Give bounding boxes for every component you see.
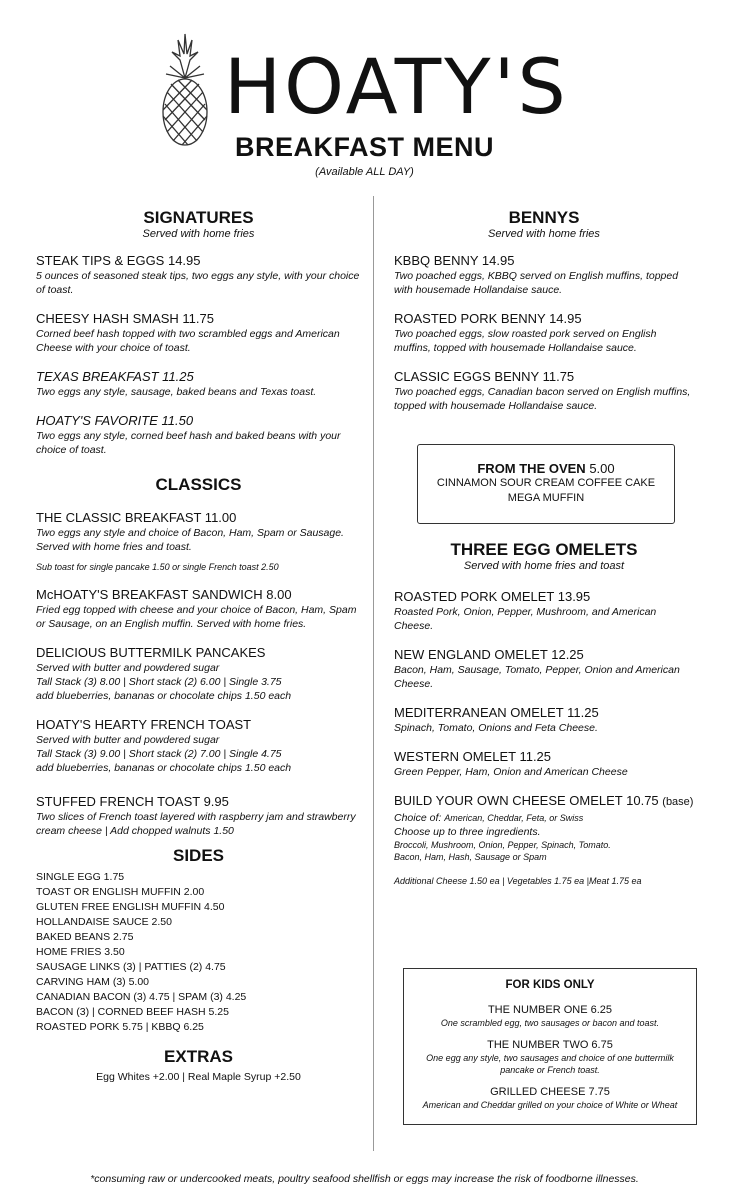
- side-item: BACON (3) | CORNED BEEF HASH 5.25: [36, 1006, 229, 1018]
- sub-toast-note: Sub toast for single pancake 1.50 or single French toast 2.50: [36, 562, 279, 572]
- brand-name: HOATY'S: [224, 42, 569, 131]
- sides-list: [36, 870, 361, 1035]
- item-description: Two eggs any style, corned beef hash and baked beans with your choice of toast.: [36, 430, 341, 456]
- menu-item: [36, 644, 361, 703]
- item-name: WESTERN OMELET 11.25: [394, 749, 552, 764]
- build-omelet-base: (base): [662, 796, 694, 808]
- item-description: Served with butter and powdered sugar: [36, 734, 220, 746]
- kids-title: FOR KIDS ONLY: [505, 979, 595, 991]
- availability-note: (Available ALL DAY): [315, 166, 414, 178]
- item-description: Spinach, Tomato, Onions and Feta Cheese.: [394, 722, 598, 734]
- sides-title: SIDES: [172, 846, 225, 865]
- item-description: Two poached eggs, Canadian bacon served on English muffins, topped with housemade Hollandaise sauce.: [394, 386, 691, 412]
- oven-item: CINNAMON SOUR CREAM COFFEE CAKE: [436, 477, 656, 489]
- oven-title: [418, 461, 674, 476]
- item-description: Two eggs any style and choice of Bacon, Ham, Spam or Sausage. Served with home fries and toast.: [36, 527, 344, 553]
- cheese-choice: [394, 811, 694, 825]
- side-item: SAUSAGE LINKS (3) | PATTIES (2) 4.75: [36, 961, 226, 973]
- item-description: Two slices of French toast layered with raspberry jam and strawberry cream cheese | Add chopped walnuts 1.50: [36, 811, 356, 837]
- menu-item: [36, 310, 361, 355]
- item-name: KBBQ BENNY 14.95: [394, 253, 515, 268]
- oven-item: MEGA MUFFIN: [507, 492, 585, 504]
- signatures-subtitle: Served with home fries: [142, 228, 255, 240]
- item-name: THE CLASSIC BREAKFAST 11.00: [36, 510, 237, 525]
- menu-title: BREAKFAST MENU: [234, 132, 494, 162]
- item-name: McHOATY'S BREAKFAST SANDWICH 8.00: [36, 587, 292, 602]
- item-addons: add blueberries, bananas or chocolate chips 1.50 each: [36, 690, 292, 702]
- menu-item: [36, 252, 361, 297]
- omelets-subtitle: Served with home fries and toast: [463, 560, 625, 572]
- omelets-title: THREE EGG OMELETS: [450, 540, 638, 559]
- item-description: Green Pepper, Ham, Onion and American Cheese: [394, 766, 628, 778]
- item-description: Roasted Pork, Onion, Pepper, Mushroom, and American Cheese.: [394, 606, 657, 632]
- menu-item: [36, 586, 361, 631]
- item-price-options: Tall Stack (3) 8.00 | Short stack (2) 6.00 | Single 3.75: [36, 676, 282, 688]
- menu-item: [394, 310, 694, 355]
- item-description: Fried egg topped with cheese and your choice of Bacon, Ham, Spam or Sausage, on an English muffin. Served with home fries.: [36, 604, 357, 630]
- signatures-title: SIGNATURES: [143, 208, 254, 227]
- menu-item: [36, 793, 361, 838]
- menu-item: [36, 509, 361, 554]
- item-name: CHEESY HASH SMASH 11.75: [36, 311, 214, 326]
- item-description: Two poached eggs, KBBQ served on English muffins, topped with housemade Hollandaise sauce.: [394, 270, 679, 296]
- item-name: DELICIOUS BUTTERMILK PANCAKES: [36, 645, 266, 660]
- item-name: NEW ENGLAND OMELET 12.25: [394, 647, 584, 662]
- kids-item-name: THE NUMBER ONE 6.25: [487, 1004, 613, 1016]
- item-name: ROASTED PORK BENNY 14.95: [394, 311, 582, 326]
- side-item: SINGLE EGG 1.75: [36, 871, 125, 883]
- bennys-subtitle: Served with home fries: [488, 228, 600, 240]
- menu-header: [0, 22, 729, 187]
- build-omelet-name: BUILD YOUR OWN CHEESE OMELET 10.75: [394, 793, 659, 808]
- kids-item: [404, 1085, 696, 1111]
- build-your-own-omelet: [394, 792, 694, 863]
- item-description: Served with butter and powdered sugar: [36, 662, 220, 674]
- pineapple-logo-icon: [158, 30, 212, 148]
- oven-title-label: FROM THE OVEN: [477, 461, 586, 476]
- menu-item: [394, 748, 694, 779]
- ingredients-list: Broccoli, Mushroom, Onion, Pepper, Spinach, Tomato.: [394, 840, 611, 850]
- kids-item-name: GRILLED CHEESE 7.75: [490, 1086, 610, 1098]
- item-name: STUFFED FRENCH TOAST 9.95: [36, 794, 229, 809]
- kids-item-description: One scrambled egg, two sausages or bacon and toast.: [440, 1018, 660, 1028]
- oven-price: 5.00: [589, 461, 615, 476]
- extras-line: Egg Whites +2.00 | Real Maple Syrup +2.50: [96, 1071, 301, 1083]
- menu-item: [36, 412, 361, 457]
- kids-item: [404, 1003, 696, 1029]
- item-name: [394, 792, 694, 811]
- choose-ingredients: Choose up to three ingredients.: [394, 826, 541, 838]
- kids-item-description: One egg any style, two sausages and choice of one buttermilk pancake or French toast.: [426, 1053, 674, 1075]
- item-name: HOATY'S FAVORITE 11.50: [36, 413, 194, 428]
- item-description: Two poached eggs, slow roasted pork served on English muffins, topped with housemade Hollandaise sauce.: [394, 328, 657, 354]
- menu-item: [36, 368, 361, 399]
- item-name: CLASSIC EGGS BENNY 11.75: [394, 369, 575, 384]
- side-item: CARVING HAM (3) 5.00: [36, 976, 150, 988]
- item-description: Two eggs any style, sausage, baked beans and Texas toast.: [36, 386, 317, 398]
- item-description: Bacon, Ham, Sausage, Tomato, Pepper, Onion and American Cheese.: [394, 664, 680, 690]
- column-divider: [373, 196, 374, 1151]
- menu-item: [394, 646, 694, 691]
- item-name: ROASTED PORK OMELET 13.95: [394, 589, 591, 604]
- side-item: HOME FRIES 3.50: [36, 946, 125, 958]
- item-name: TEXAS BREAKFAST 11.25: [36, 369, 194, 384]
- kids-item-description: American and Cheddar grilled on your choice of White or Wheat: [422, 1100, 678, 1110]
- choice-options: American, Cheddar, Feta, or Swiss: [444, 813, 584, 823]
- classics-title: CLASSICS: [155, 475, 242, 494]
- item-description: 5 ounces of seasoned steak tips, two eggs any style, with your choice of toast.: [36, 270, 360, 296]
- menu-item: [394, 588, 694, 633]
- kids-item-name: THE NUMBER TWO 6.75: [487, 1039, 613, 1051]
- side-item: CANADIAN BACON (3) 4.75 | SPAM (3) 4.25: [36, 991, 247, 1003]
- item-name: MEDITERRANEAN OMELET 11.25: [394, 705, 599, 720]
- kids-menu-box: [403, 968, 697, 1125]
- bennys-title: BENNYS: [508, 208, 580, 227]
- side-item: TOAST OR ENGLISH MUFFIN 2.00: [36, 886, 205, 898]
- item-name: HOATY'S HEARTY FRENCH TOAST: [36, 717, 252, 732]
- choice-label: Choice of:: [394, 812, 442, 824]
- right-column: [394, 208, 694, 426]
- item-description: Corned beef hash topped with two scrambled eggs and American Cheese with your choice of toast.: [36, 328, 340, 354]
- ingredients-list: Bacon, Ham, Hash, Sausage or Spam: [394, 852, 547, 862]
- kids-item: [404, 1038, 696, 1076]
- menu-item: [394, 704, 694, 735]
- side-item: ROASTED PORK 5.75 | KBBQ 6.25: [36, 1021, 204, 1033]
- side-item: HOLLANDAISE SAUCE 2.50: [36, 916, 172, 928]
- menu-item: [394, 368, 694, 413]
- menu-item: [36, 716, 361, 775]
- side-item: BAKED BEANS 2.75: [36, 931, 134, 943]
- item-price-options: Tall Stack (3) 9.00 | Short stack (2) 7.00 | Single 4.75: [36, 748, 282, 760]
- left-column: [36, 208, 361, 1083]
- item-addons: add blueberries, bananas or chocolate chips 1.50 each: [36, 762, 292, 774]
- item-name: STEAK TIPS & EGGS 14.95: [36, 253, 201, 268]
- omelets-section: [394, 540, 694, 886]
- side-item: GLUTEN FREE ENGLISH MUFFIN 4.50: [36, 901, 225, 913]
- extras-title: EXTRAS: [164, 1047, 233, 1066]
- menu-item: [394, 252, 694, 297]
- from-the-oven-box: [417, 444, 675, 524]
- food-safety-disclaimer: *consuming raw or undercooked meats, poultry seafood shellfish or eggs may increase the risk of foodborne illnesses.: [90, 1173, 639, 1185]
- additional-charges: Additional Cheese 1.50 ea | Vegetables 1.75 ea |Meat 1.75 ea: [394, 876, 642, 886]
